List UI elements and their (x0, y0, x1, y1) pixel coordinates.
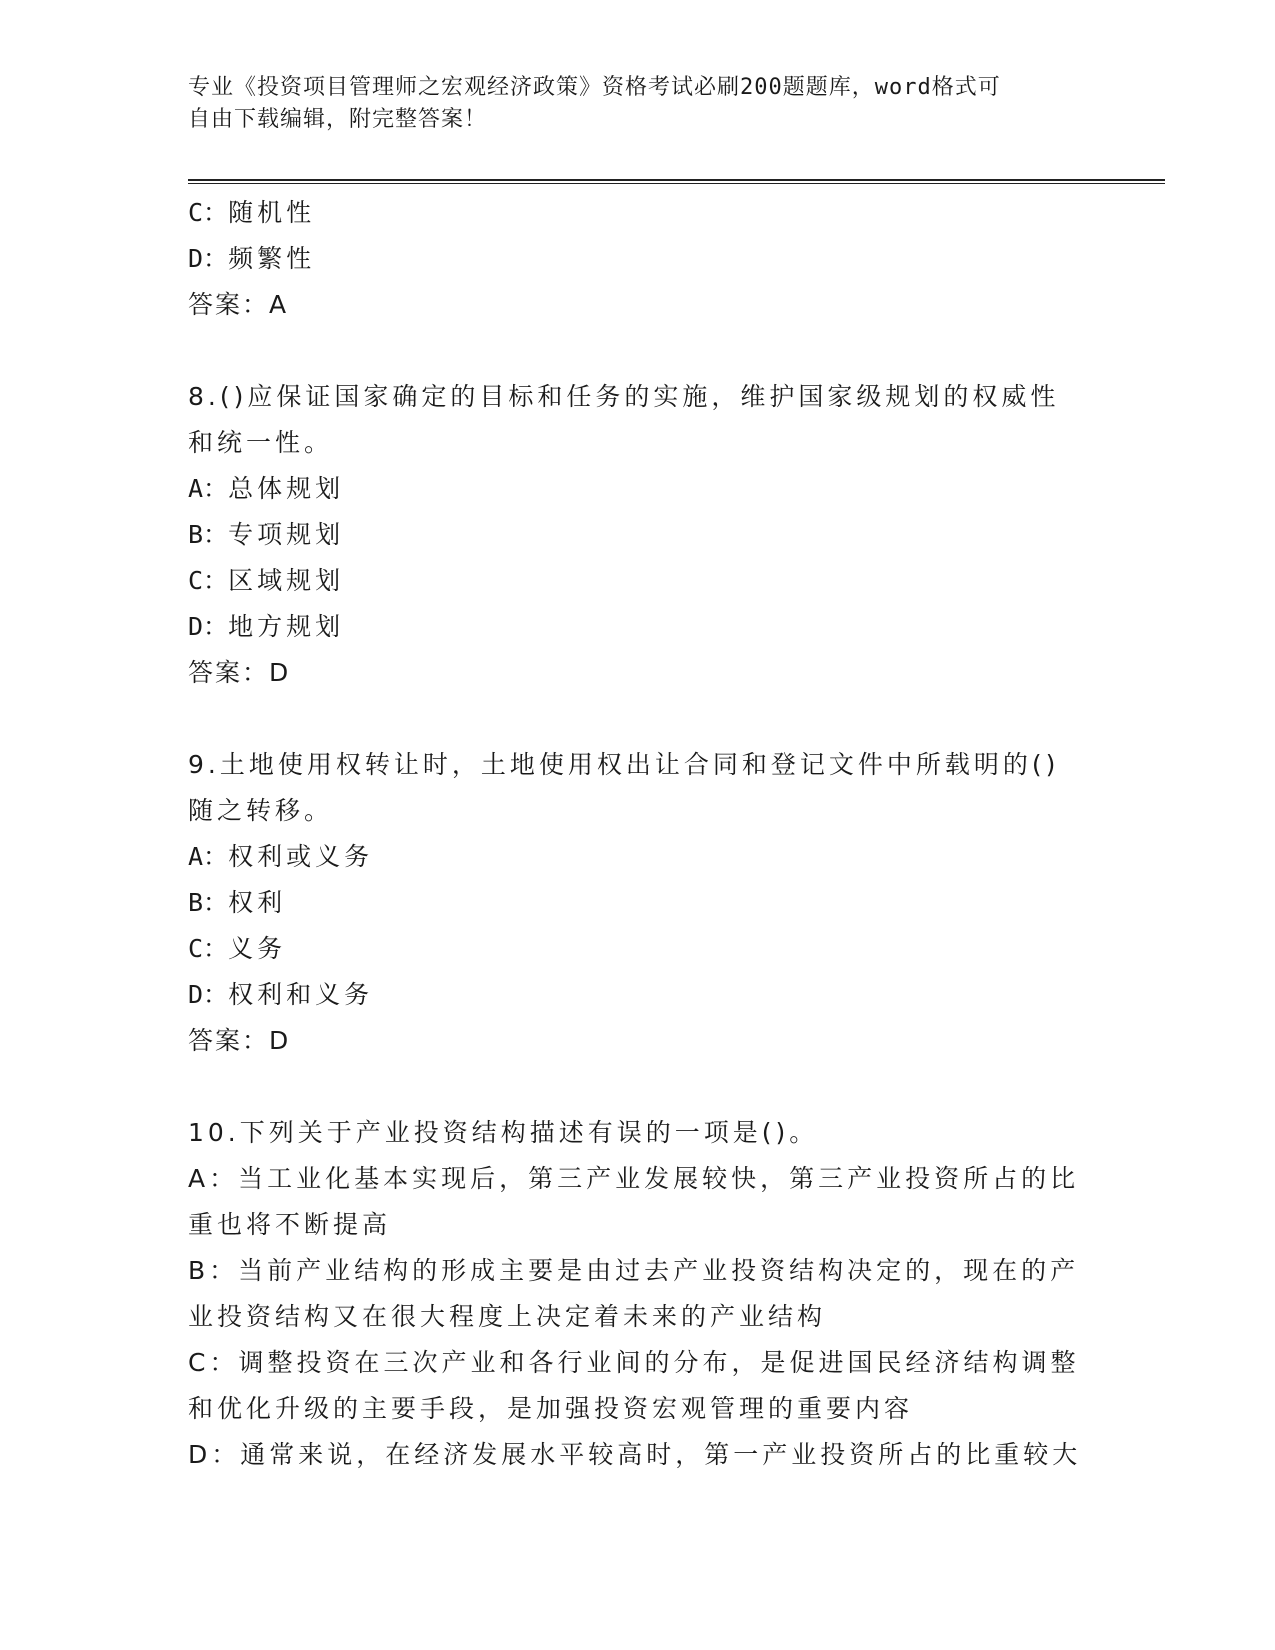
option-line: C：随机性 (188, 198, 316, 227)
question-stem-line: 和统一性。 (188, 428, 334, 457)
answer-line: 答案：D (188, 1026, 291, 1055)
question-stem-line: 10.下列关于产业投资结构描述有误的一项是()。 (188, 1118, 819, 1147)
option-line: D：频繁性 (188, 244, 316, 273)
option-line: 和优化升级的主要手段，是加强投资宏观管理的重要内容 (188, 1394, 914, 1423)
option-line: 业投资结构又在很大程度上决定着未来的产业结构 (188, 1302, 827, 1331)
option-line: B：权利 (188, 888, 287, 917)
answer-line: 答案：D (188, 658, 291, 687)
answer-line: 答案：A (188, 290, 289, 319)
question-stem-line: 8.()应保证国家确定的目标和任务的实施，维护国家级规划的权威性 (188, 382, 1060, 411)
question-content (188, 190, 1088, 1478)
option-line: D：权利和义务 (188, 980, 374, 1009)
option-line: C：义务 (188, 934, 287, 963)
option-line: B：当前产业结构的形成主要是由过去产业投资结构决定的，现在的产 (188, 1256, 1080, 1285)
option-line: D：通常来说，在经济发展水平较高时，第一产业投资所占的比重较大 (188, 1440, 1082, 1469)
option-line: 重也将不断提高 (188, 1210, 392, 1239)
question-stem-line: 9.土地使用权转让时，土地使用权出让合同和登记文件中所载明的() (188, 750, 1060, 779)
option-line: B：专项规划 (188, 520, 345, 549)
spacer (188, 1064, 1088, 1110)
spacer (188, 328, 1088, 374)
option-line: A：总体规划 (188, 474, 345, 503)
option-line: A：权利或义务 (188, 842, 374, 871)
header-line-1: 专业《投资项目管理师之宏观经济政策》资格考试必刷200题题库，word格式可 (188, 75, 1001, 100)
option-line: A：当工业化基本实现后，第三产业发展较快，第三产业投资所占的比 (188, 1164, 1080, 1193)
header-rule-bottom (188, 183, 1165, 184)
option-line: D：地方规划 (188, 612, 345, 641)
option-line: C：区域规划 (188, 566, 345, 595)
header-rule-top (188, 179, 1165, 181)
spacer (188, 696, 1088, 742)
question-stem-line: 随之转移。 (188, 796, 334, 825)
header-line-2: 自由下载编辑，附完整答案！ (188, 107, 488, 132)
document-header (188, 72, 1088, 136)
option-line: C：调整投资在三次产业和各行业间的分布，是促进国民经济结构调整 (188, 1348, 1080, 1377)
